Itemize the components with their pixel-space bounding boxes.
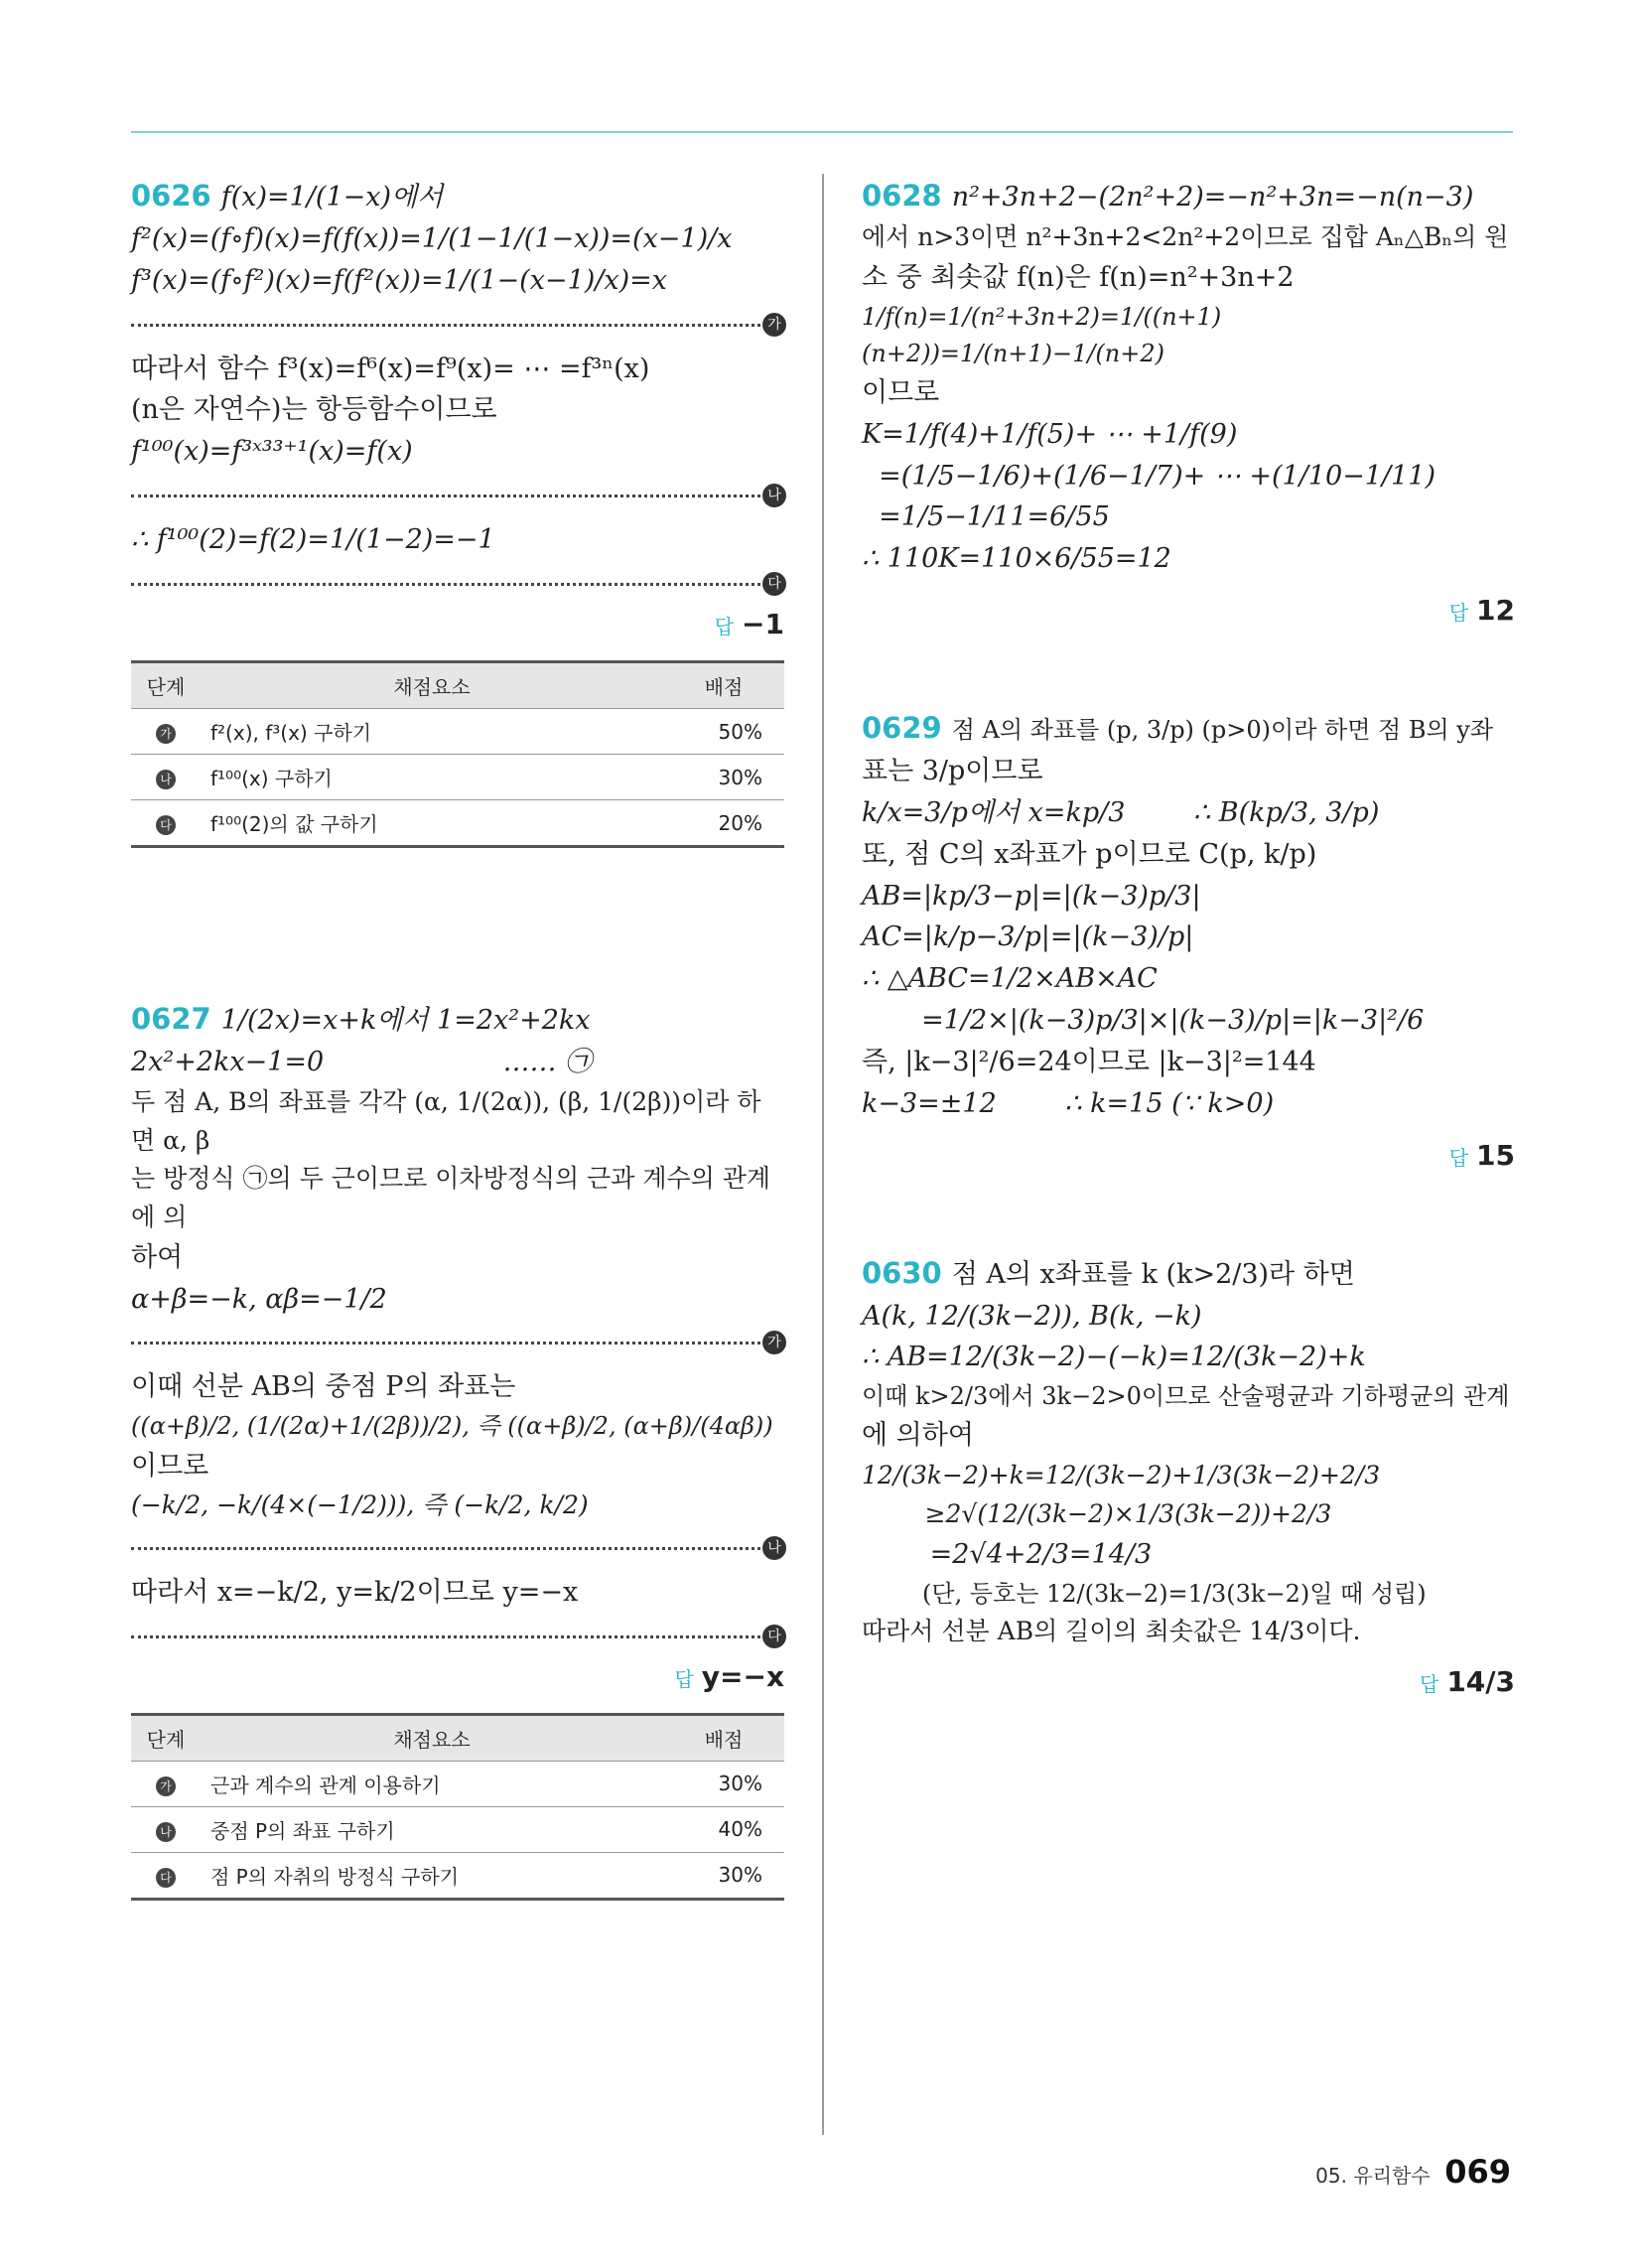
solution-line: A(k, 12/(3k−2)), B(k, −k) [862,1300,1202,1332]
step-separator [131,1628,781,1644]
table-header: 채점요소 [201,662,663,709]
solution-line: 표는 3/p이므로 [862,756,1043,787]
step-marker-icon: 다 [156,815,176,835]
answer [131,608,784,640]
solution-line: 2x²+2kx−1=0 …… ㉠ [131,1046,593,1077]
solution-line: ∴ f¹⁰⁰(2)=f(2)=1/(1−2)=−1 [131,524,495,556]
table-cell: 중점 P의 좌표 구하기 [201,1806,663,1852]
solution-line: 점 A의 좌표를 (p, 3/p) (p>0)이라 하면 점 B의 y좌 [951,716,1494,745]
solution-line: 따라서 선분 AB의 길이의 최솟값은 14/3이다. [862,1616,1361,1645]
solution-line: (n은 자연수)는 항등함수이므로 [131,394,497,426]
answer-label: 답 [674,1666,694,1691]
solution-line: =1/2×|(k−3)p/3|×|(k−3)/p|=|k−3|²/6 [862,1005,1425,1037]
answer-value: 12 [1476,594,1515,628]
table-header: 배점 [663,1714,784,1761]
answer-value: −1 [742,608,784,640]
step-separator [131,316,781,333]
table-header: 단계 [131,1714,201,1761]
table-row [131,800,784,847]
solution-line: ≥2√(12/(3k−2)×1/3(3k−2))+2/3 [862,1499,1332,1529]
solution-line: 하여 [131,1241,184,1273]
table-header: 배점 [663,662,784,709]
solution-line: (단, 등호는 12/(3k−2)=1/3(3k−2)일 때 성립) [862,1579,1427,1608]
step-marker-icon: 나 [762,484,786,507]
table-cell: f²(x), f³(x) 구하기 [201,709,663,755]
answer-value: 14/3 [1446,1664,1515,1698]
table-cell: 30% [663,1852,784,1899]
step-marker-icon: 나 [156,770,176,789]
solution-line: f(x)=1/(1−x)에서 [220,182,444,213]
table-cell: f¹⁰⁰(2)의 값 구하기 [201,800,663,847]
problem-number: 0629 [862,711,942,746]
solution-line: f³(x)=(f∘f²)(x)=f(f²(x))=1/(1−(x−1)/x)=x [131,264,667,296]
solution-line: AB=|kp/3−p|=|(k−3)p/3| [862,880,1201,912]
problem-0629 [862,706,1515,1172]
solution-line: 는 방정식 ㉠의 두 근이므로 이차방정식의 근과 계수의 관계에 의 [131,1164,771,1232]
step-marker-icon: 다 [762,572,786,596]
answer-label: 답 [1448,1145,1469,1170]
step-marker-icon: 나 [762,1536,786,1560]
problem-0628 [862,174,1515,627]
solution-line: 두 점 A, B의 좌표를 각각 (α, 1/(2α)), (β, 1/(2β))이라 하면 α, β [131,1086,761,1155]
solution-line: 또, 점 C의 x좌표가 p이므로 C(p, k/p) [862,838,1317,870]
table-cell: 점 P의 자취의 방정식 구하기 [201,1852,663,1899]
problem-0627 [131,997,784,1901]
table-row [131,755,784,800]
answer [862,1665,1515,1698]
table-row [131,1806,784,1852]
solution-line: 1/f(n)=1/(n²+3n+2)=1/((n+1)(n+2))=1/(n+1)−1/(n+2) [862,302,1222,367]
solution-line: 12/(3k−2)+k=12/(3k−2)+1/3(3k−2)+2/3 [862,1461,1381,1490]
table-cell: 50% [663,709,784,755]
problem-0630 [862,1251,1515,1698]
left-column [131,174,784,1901]
chapter-title: 05. 유리함수 [1315,2164,1431,2188]
top-rule [131,131,1513,133]
table-cell: 30% [663,755,784,800]
step-marker-icon: 다 [156,1868,176,1888]
step-marker-icon: 가 [156,724,176,744]
step-separator [131,1540,781,1557]
problem-number: 0626 [131,179,211,213]
answer [131,1660,784,1693]
solution-line: ∴ △ABC=1/2×AB×AC [862,963,1158,995]
solution-line: AC=|k/p−3/p|=|(k−3)/p| [862,921,1194,953]
answer-value: y=−x [701,1659,784,1693]
step-marker-icon: 가 [156,1776,176,1796]
table-row [131,709,784,755]
solution-line: 점 A의 x좌표를 k (k>2/3)라 하면 [951,1258,1355,1290]
solution-line: (−k/2, −k/(4×(−1/2))), 즉 (−k/2, k/2) [131,1490,589,1520]
page-footer [1315,2153,1511,2191]
table-header: 단계 [131,662,201,709]
page-number: 069 [1444,2153,1511,2191]
scoring-table [131,1713,784,1901]
solution-line: =(1/5−1/6)+(1/6−1/7)+ ⋯ +(1/10−1/11) [862,460,1436,492]
answer [862,594,1515,627]
step-marker-icon: 나 [156,1822,176,1842]
column-divider [822,174,824,2135]
problem-0626 [131,174,784,848]
scoring-table [131,660,784,848]
solution-line: =2√4+2/3=14/3 [862,1538,1153,1570]
table-cell: 30% [663,1761,784,1806]
answer-label: 답 [714,615,735,638]
table-cell: 근과 계수의 관계 이용하기 [201,1761,663,1806]
solution-line: 따라서 함수 f³(x)=f⁶(x)=f⁹(x)= ⋯ =f³ⁿ(x) [131,353,650,384]
solution-line: 이때 선분 AB의 중점 P의 좌표는 [131,1371,516,1403]
solution-line: ∴ AB=12/(3k−2)−(−k)=12/(3k−2)+k [862,1342,1366,1373]
solution-line: 1/(2x)=x+k에서 1=2x²+2kx [220,1005,591,1036]
solution-line: k−3=±12 ∴ k=15 (∵ k>0) [862,1087,1275,1119]
solution-line: 이므로 [862,376,940,408]
step-marker-icon: 가 [762,313,786,337]
problem-number: 0627 [131,1002,211,1036]
step-marker-icon: 가 [762,1331,786,1354]
solution-line: f²(x)=(f∘f)(x)=f(f(x))=1/(1−1/(1−x))=(x−1)/x [131,222,733,254]
solution-line: ∴ 110K=110×6/55=12 [862,543,1171,575]
solution-line: K=1/f(4)+1/f(5)+ ⋯ +1/f(9) [862,418,1238,450]
problem-number: 0630 [862,1255,942,1290]
answer-value: 15 [1476,1138,1515,1172]
solution-line: k/x=3/p에서 x=kp/3 ∴ B(kp/3, 3/p) [862,796,1380,828]
answer-label: 답 [1419,1671,1439,1696]
table-cell: f¹⁰⁰(x) 구하기 [201,755,663,800]
solution-line: 즉, |k−3|²/6=24이므로 |k−3|²=144 [862,1046,1316,1077]
step-separator [131,1335,781,1351]
solution-line: α+β=−k, αβ=−1/2 [131,1283,387,1315]
solution-line: f¹⁰⁰(x)=f³ˣ³³⁺¹(x)=f(x) [131,436,413,468]
solution-line: ((α+β)/2, (1/(2α)+1/(2β))/2), 즉 ((α+β)/2, (α+β)/(4αβ)) [131,1412,773,1441]
solution-line: =1/5−1/11=6/55 [862,501,1110,533]
table-header: 채점요소 [201,1714,663,1761]
solution-line: 소 중 최솟값 f(n)은 f(n)=n²+3n+2 [862,261,1295,293]
solution-line: 따라서 x=−k/2, y=k/2이므로 y=−x [131,1577,579,1609]
table-row [131,1761,784,1806]
right-column [862,174,1515,1718]
problem-number: 0628 [862,179,942,213]
solution-line: 에 의하여 [862,1420,974,1452]
solution-line: n²+3n+2−(2n²+2)=−n²+3n=−n(n−3) [951,182,1474,213]
table-cell: 40% [663,1806,784,1852]
solution-line: 이므로 [131,1450,209,1482]
answer [862,1139,1515,1172]
table-row [131,1852,784,1899]
step-separator [131,576,781,592]
solution-line: 에서 n>3이면 n²+3n+2<2n²+2이므로 집합 Aₙ△Bₙ의 원 [862,221,1509,251]
step-separator [131,488,781,504]
step-marker-icon: 다 [762,1625,786,1648]
answer-label: 답 [1448,601,1469,626]
solution-line: 이때 k>2/3에서 3k−2>0이므로 산술평균과 기하평균의 관계 [862,1382,1510,1411]
table-cell: 20% [663,800,784,847]
